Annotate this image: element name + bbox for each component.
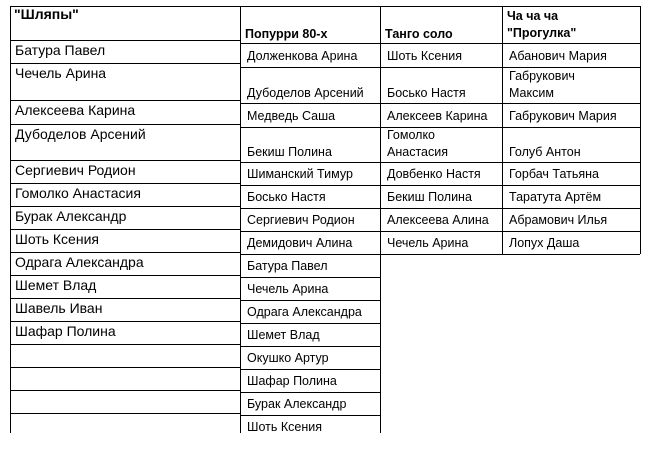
header-popurri: Попурри 80-х	[245, 27, 328, 41]
row-line	[240, 103, 380, 104]
row-line	[10, 367, 240, 368]
table-border-top	[10, 6, 640, 7]
table-cell: Горбач Татьяна	[509, 167, 599, 181]
table-cell: Алексеева Алина	[387, 213, 489, 227]
table-cell: Бекиш Полина	[387, 190, 472, 204]
table-cell: Алексеева Карина	[15, 102, 136, 118]
row-line	[10, 40, 240, 41]
row-line	[240, 208, 380, 209]
table-cell: Максим	[509, 86, 554, 100]
row-line	[10, 124, 240, 125]
row-line	[380, 162, 640, 163]
row-line	[10, 229, 240, 230]
table-cell: Габрукович	[509, 69, 575, 83]
row-line	[10, 344, 240, 345]
table-cell: Алексеев Карина	[387, 109, 488, 123]
table-cell: Одрага Александра	[15, 254, 144, 270]
table-cell: Голуб Антон	[509, 145, 581, 159]
row-line	[240, 127, 380, 128]
table-cell: Лопух Даша	[509, 236, 580, 250]
table-cell: Бурак Александр	[15, 208, 127, 224]
table-cell: Шиманский Тимур	[247, 167, 353, 181]
row-line	[240, 300, 380, 301]
table-cell: Окушко Артур	[247, 351, 329, 365]
row-line	[240, 162, 380, 163]
table-cell: Батура Павел	[247, 259, 328, 273]
row-line	[240, 43, 640, 44]
table-cell: Шавель Иван	[15, 300, 103, 316]
header-shlyapy: "Шляпы"	[14, 6, 79, 22]
col-line	[10, 6, 11, 433]
table-cell: Дубоделов Арсений	[247, 86, 364, 100]
row-line	[10, 390, 240, 391]
table-cell: Габрукович Мария	[509, 109, 617, 123]
table-cell: Шоть Ксения	[247, 420, 322, 434]
row-line	[240, 67, 380, 68]
col-line	[640, 6, 641, 254]
row-line	[10, 252, 240, 253]
col-line	[380, 6, 381, 433]
table-cell: Бекиш Полина	[247, 145, 332, 159]
table-cell: Чечель Арина	[15, 65, 107, 81]
row-line	[240, 346, 380, 347]
table-cell: Гомолко	[387, 128, 436, 142]
row-line	[240, 231, 380, 232]
row-line	[380, 254, 640, 255]
table-cell: Бурак Александр	[247, 397, 347, 411]
row-line	[380, 103, 640, 104]
table-cell: Абрамович Илья	[509, 213, 608, 227]
row-line	[10, 298, 240, 299]
table-cell: Шемет Влад	[247, 328, 320, 342]
row-line	[10, 321, 240, 322]
row-line	[240, 185, 380, 186]
table-cell: Шоть Ксения	[387, 49, 462, 63]
table-cell: Демидович Алина	[247, 236, 353, 250]
table-cell: Шафар Полина	[247, 374, 337, 388]
row-line	[240, 254, 380, 255]
row-line	[10, 160, 240, 161]
table-cell: Шоть Ксения	[15, 231, 99, 247]
row-line	[10, 63, 240, 64]
row-line	[10, 206, 240, 207]
table-cell: Дубоделов Арсений	[15, 126, 146, 142]
row-line	[240, 369, 380, 370]
table-cell: Долженкова Арина	[247, 49, 358, 63]
table-cell: Чечель Арина	[247, 282, 329, 296]
col-line	[502, 6, 503, 254]
row-line	[380, 67, 640, 68]
row-line	[380, 208, 640, 209]
table-cell: Гомолко Анастасия	[15, 185, 141, 201]
row-line	[380, 231, 640, 232]
table-cell: Медведь Саша	[247, 109, 336, 123]
row-line	[10, 413, 240, 414]
row-line	[240, 323, 380, 324]
row-line	[10, 183, 240, 184]
table-cell: Абанович Мария	[509, 49, 607, 63]
table-cell: Босько Настя	[247, 190, 326, 204]
row-line	[380, 185, 640, 186]
table-cell: Шемет Влад	[15, 277, 97, 293]
table-cell: Довбенко Настя	[387, 167, 481, 181]
table-cell: Сергиевич Родион	[15, 162, 136, 178]
header-tango-solo: Танго соло	[385, 27, 453, 41]
table-cell: Анастасия	[387, 145, 448, 159]
table-cell: Таратута Артём	[509, 190, 602, 204]
table-cell: Шафар Полина	[15, 323, 116, 339]
row-line	[240, 392, 380, 393]
col-line	[240, 6, 241, 433]
header-cha-cha-cha: Ча ча ча	[507, 9, 559, 23]
row-line	[10, 275, 240, 276]
table-cell: Сергиевич Родион	[247, 213, 355, 227]
row-line	[10, 100, 240, 101]
row-line	[240, 277, 380, 278]
table-cell: Одрага Александра	[247, 305, 362, 319]
table-cell: Босько Настя	[387, 86, 466, 100]
table-cell: Чечель Арина	[387, 236, 469, 250]
row-line	[240, 415, 380, 416]
table-cell: Батура Павел	[15, 42, 106, 58]
header-progulka: "Прогулка"	[507, 26, 577, 40]
